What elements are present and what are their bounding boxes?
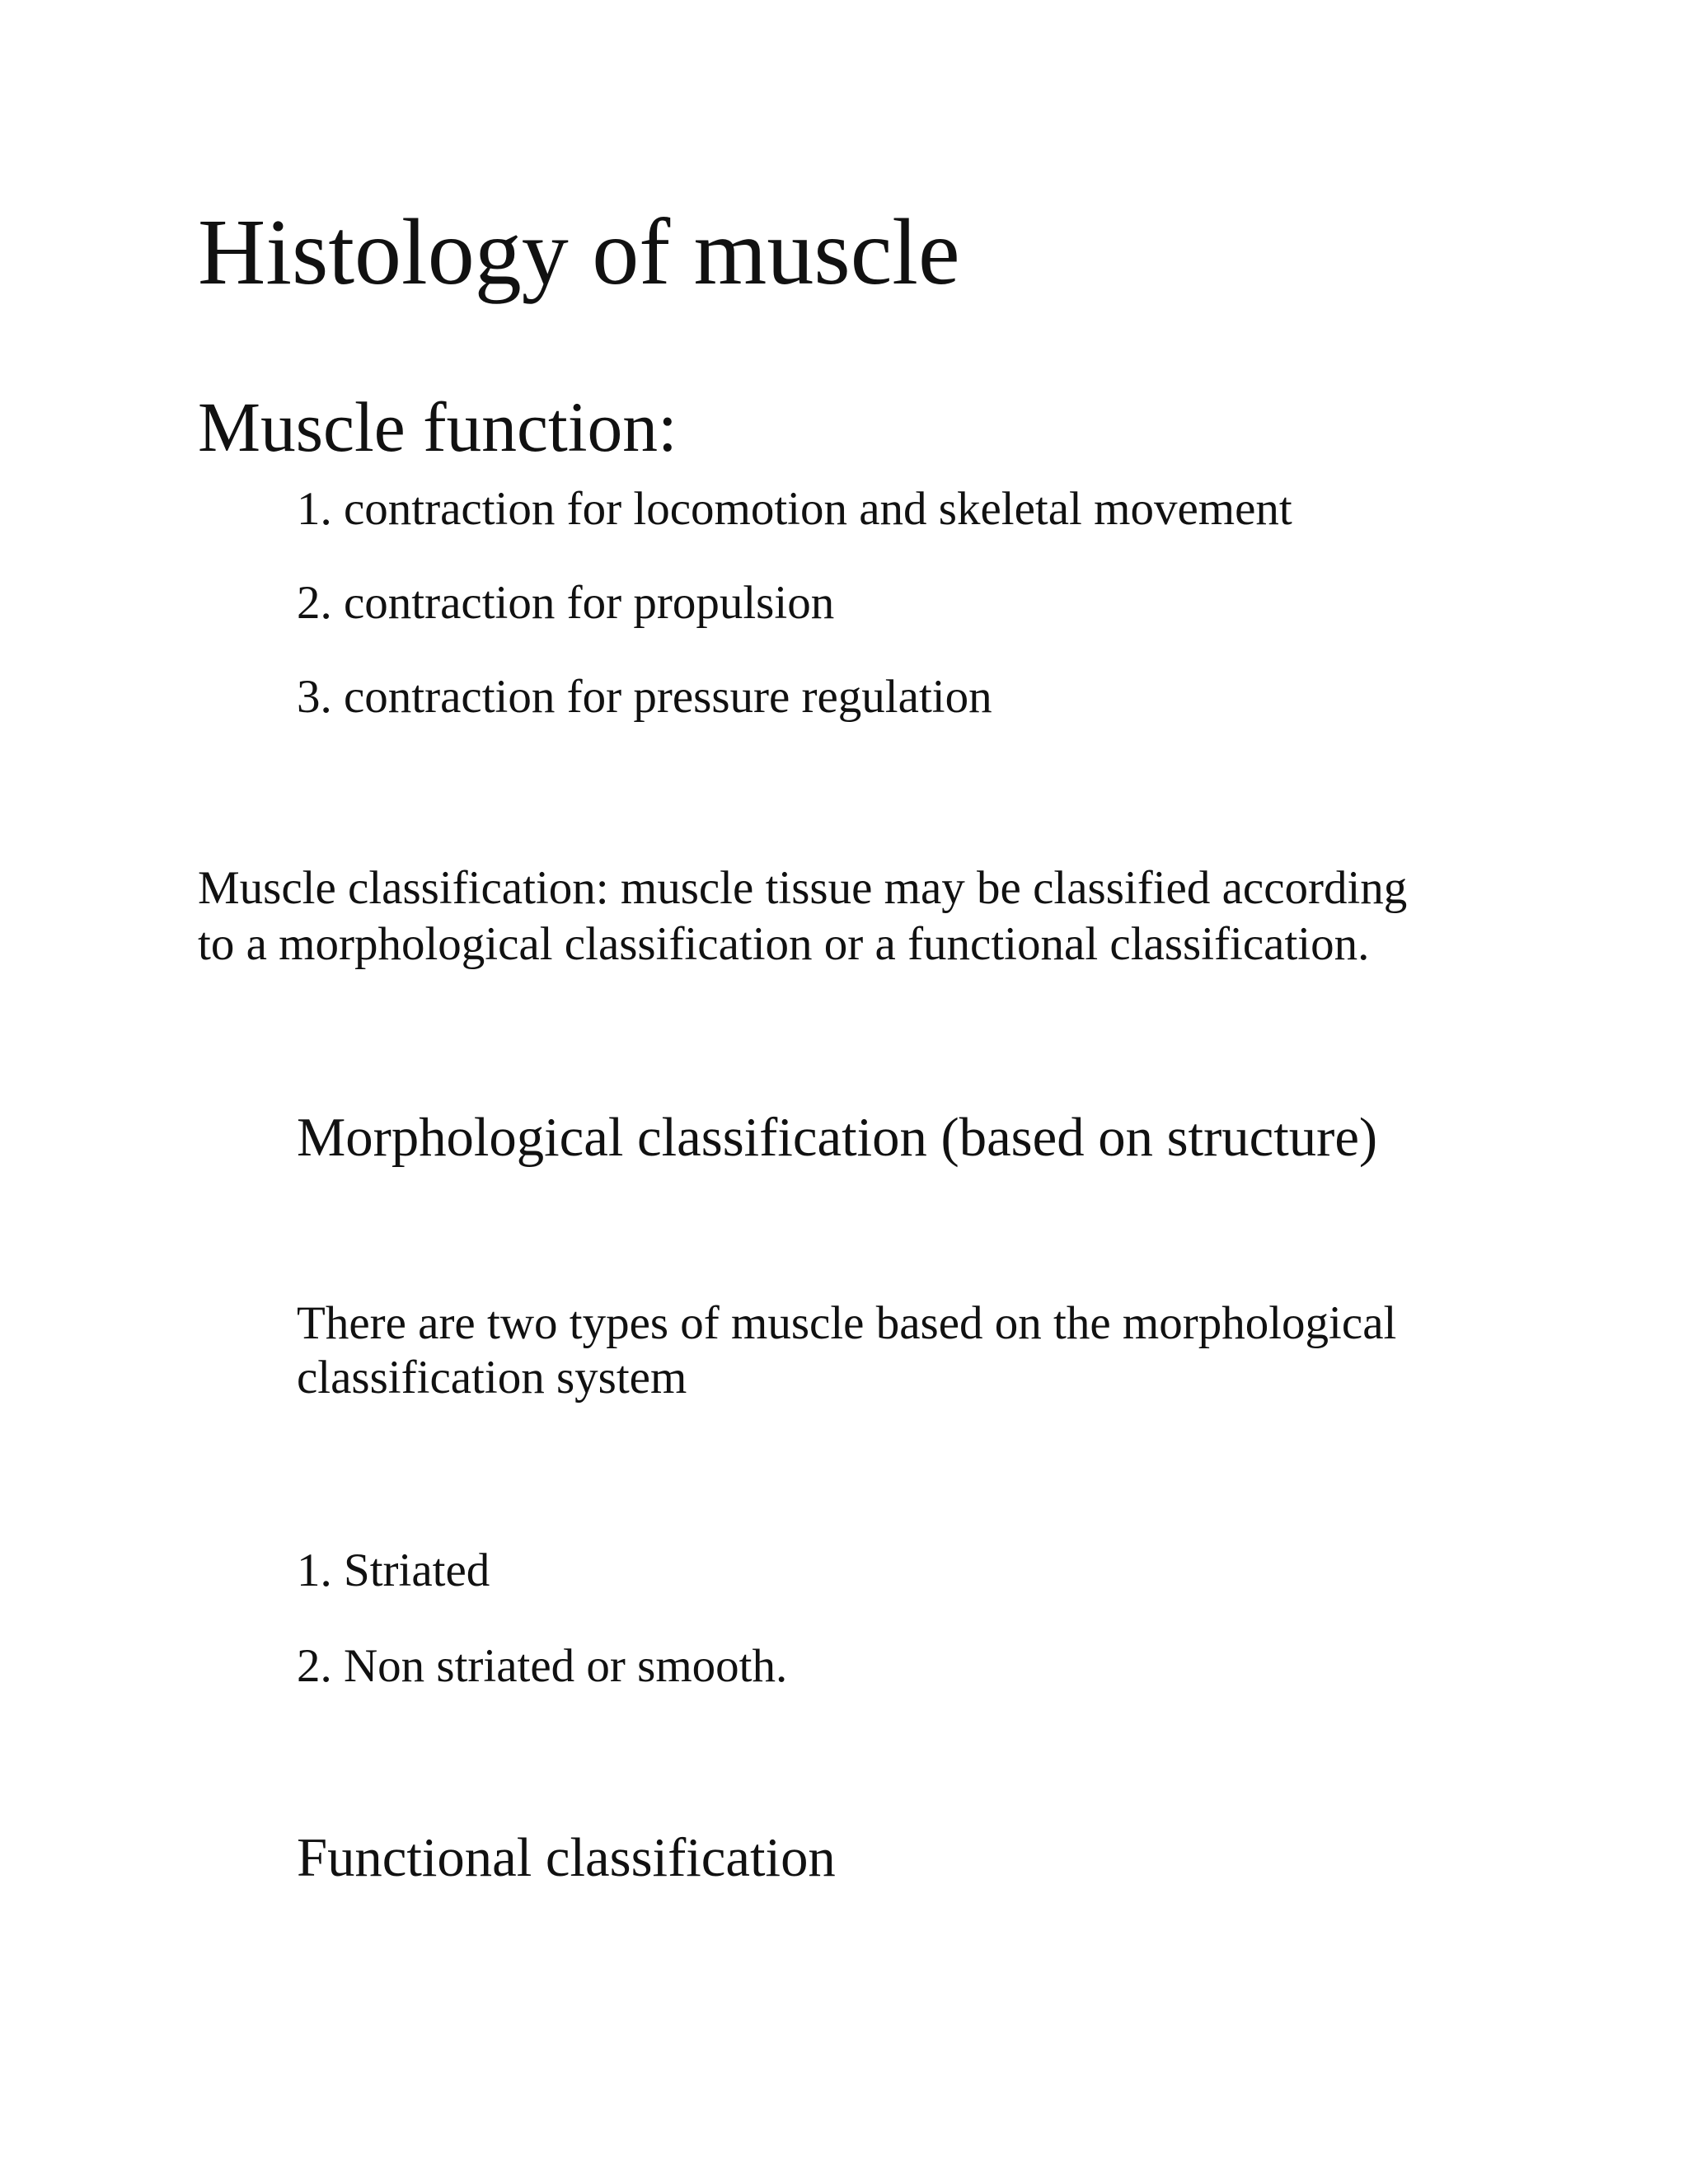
paragraph-line: to a morphological classification or a functional classification.: [198, 918, 1370, 970]
document-title: Histology of muscle: [198, 199, 960, 304]
morphological-heading: Morphological classification (based on structure): [297, 1108, 1378, 1168]
list-item: 1. contraction for locomotion and skeletal movement: [297, 483, 1292, 535]
paragraph-line: There are two types of muscle based on the morphological: [297, 1297, 1397, 1349]
list-item: 3. contraction for pressure regulation: [297, 671, 992, 723]
list-item: 2. Non striated or smooth.: [297, 1640, 788, 1692]
paragraph-line: classification system: [297, 1352, 687, 1404]
muscle-function-heading: Muscle function:: [198, 389, 678, 466]
paragraph-line: Muscle classification: muscle tissue may be classified according: [198, 862, 1408, 914]
list-item: 2. contraction for propulsion: [297, 577, 835, 629]
list-item: 1. Striated: [297, 1544, 490, 1596]
functional-heading: Functional classification: [297, 1828, 836, 1888]
